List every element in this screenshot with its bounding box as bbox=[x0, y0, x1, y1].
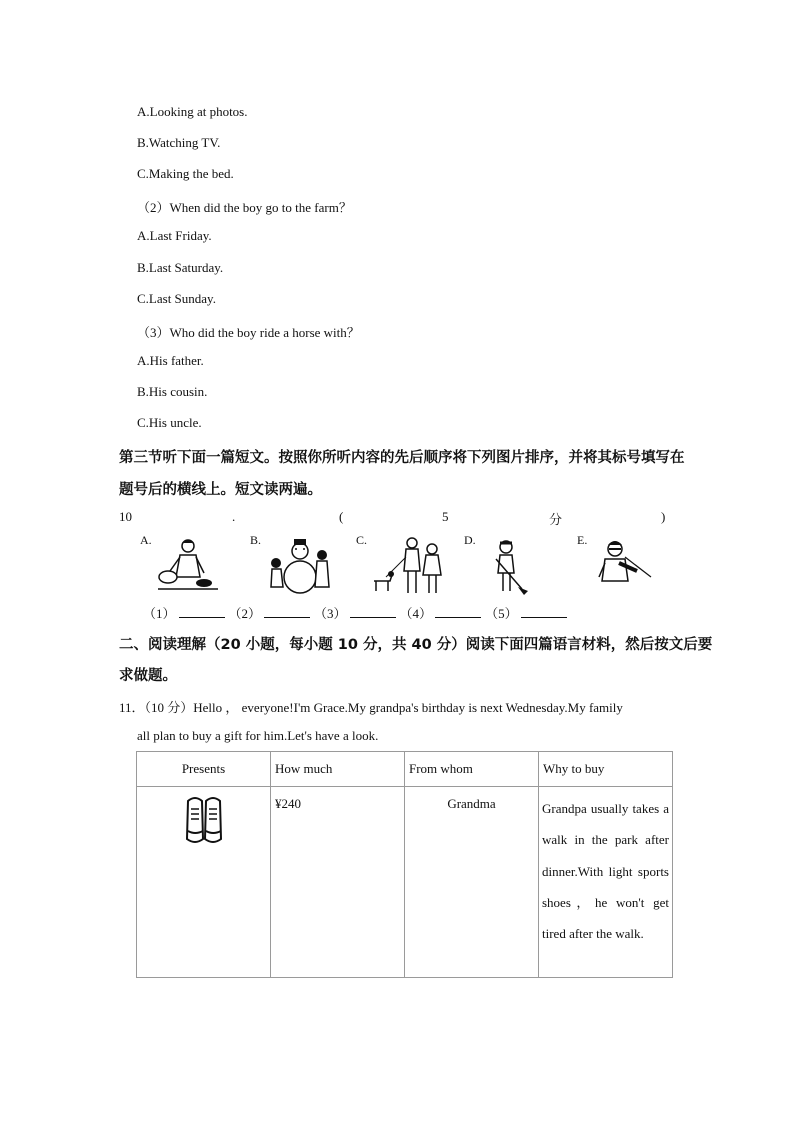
section3-instruction-line2: 题号后的横线上。短文读两遍。 bbox=[119, 482, 322, 498]
question-3: （3）Who did the boy ride a horse with？ bbox=[137, 325, 360, 340]
blank-label-3: （3） bbox=[314, 606, 347, 621]
blank-label-5: （5） bbox=[485, 606, 518, 621]
table-row bbox=[137, 787, 673, 978]
question-11-line2: all plan to buy a gift for him.Let's have a look. bbox=[137, 728, 379, 743]
picture-d-label: D. bbox=[464, 533, 476, 547]
answer-blank-2[interactable] bbox=[264, 606, 310, 618]
picture-c bbox=[356, 533, 446, 595]
question-11-line1: 11．（10 分）Hello ， everyone!I'm Grace.My grandpa's birthday is next Wednesday.My family bbox=[119, 700, 623, 715]
section3-instruction-line1: 第三节听下面一篇短文。按照你所听内容的先后顺序将下列图片排序，并将其标号填写在 bbox=[119, 450, 685, 466]
person-cooking-icon bbox=[152, 537, 222, 595]
header-from-whom: From whom bbox=[405, 752, 539, 787]
answer-blank-5[interactable] bbox=[521, 606, 567, 618]
answer-blank-1[interactable] bbox=[179, 606, 225, 618]
option-q2-a: A.Last Friday. bbox=[137, 228, 212, 243]
q10-score: 5 bbox=[442, 509, 449, 524]
header-how-much: How much bbox=[271, 752, 405, 787]
children-snowman-icon bbox=[262, 537, 332, 597]
present-cell bbox=[137, 787, 271, 978]
family-walking-dog-icon bbox=[368, 537, 448, 597]
why-to-buy-cell: Grandpa usually takes a walk in the park after dinner.With light sports shoes，he won't get tired after the walk. bbox=[539, 787, 673, 978]
option-q3-c: C.His uncle. bbox=[137, 415, 202, 430]
answer-blank-4[interactable] bbox=[435, 606, 481, 618]
gifts-table bbox=[136, 751, 673, 978]
picture-e bbox=[577, 533, 667, 595]
option-q3-a: A.His father. bbox=[137, 353, 204, 368]
answer-blank-3[interactable] bbox=[350, 606, 396, 618]
picture-a bbox=[140, 533, 230, 595]
blank-label-2: （2） bbox=[228, 606, 262, 621]
picture-e-label: E. bbox=[577, 533, 588, 547]
header-why-to-buy: Why to buy bbox=[539, 752, 673, 787]
q10-dot: . bbox=[232, 509, 236, 524]
sports-shoes-icon bbox=[184, 795, 224, 847]
q10-right-paren: ) bbox=[661, 509, 666, 524]
header-presents: Presents bbox=[137, 752, 271, 787]
option-q2-c: C.Last Sunday. bbox=[137, 291, 216, 306]
option-q1-a: A.Looking at photos. bbox=[137, 104, 248, 119]
answer-blanks bbox=[143, 603, 571, 622]
part2-instruction-line1: 二、阅读理解（20 小题，每小题 10 分，共 40 分）阅读下面四篇语言材料，然后按文后要 bbox=[119, 637, 713, 653]
option-q3-b: B.His cousin. bbox=[137, 384, 208, 399]
boy-playing-violin-icon bbox=[589, 537, 659, 597]
from-whom-cell: Grandma bbox=[405, 787, 539, 978]
blank-label-1: （1） bbox=[143, 606, 176, 621]
picture-b bbox=[250, 533, 340, 595]
picture-d bbox=[464, 533, 554, 595]
picture-b-label: B. bbox=[250, 533, 262, 547]
person-sweeping-icon bbox=[476, 537, 536, 597]
how-much-cell: ¥240 bbox=[271, 787, 405, 978]
option-q1-c: C.Making the bed. bbox=[137, 166, 234, 181]
question-2: （2）When did the boy go to the farm？ bbox=[137, 200, 352, 215]
q10-score-unit: 分 bbox=[549, 512, 563, 527]
blank-label-4: （4） bbox=[399, 606, 433, 621]
option-q2-b: B.Last Saturday. bbox=[137, 260, 224, 275]
part2-instruction-line2: 求做题。 bbox=[119, 668, 177, 684]
q10-left-paren: ( bbox=[339, 509, 344, 524]
picture-a-label: A. bbox=[140, 533, 152, 547]
picture-c-label: C. bbox=[356, 533, 368, 547]
table-header-row bbox=[137, 752, 673, 787]
q10-number: 10 bbox=[119, 509, 132, 524]
option-q1-b: B.Watching TV. bbox=[137, 135, 221, 150]
